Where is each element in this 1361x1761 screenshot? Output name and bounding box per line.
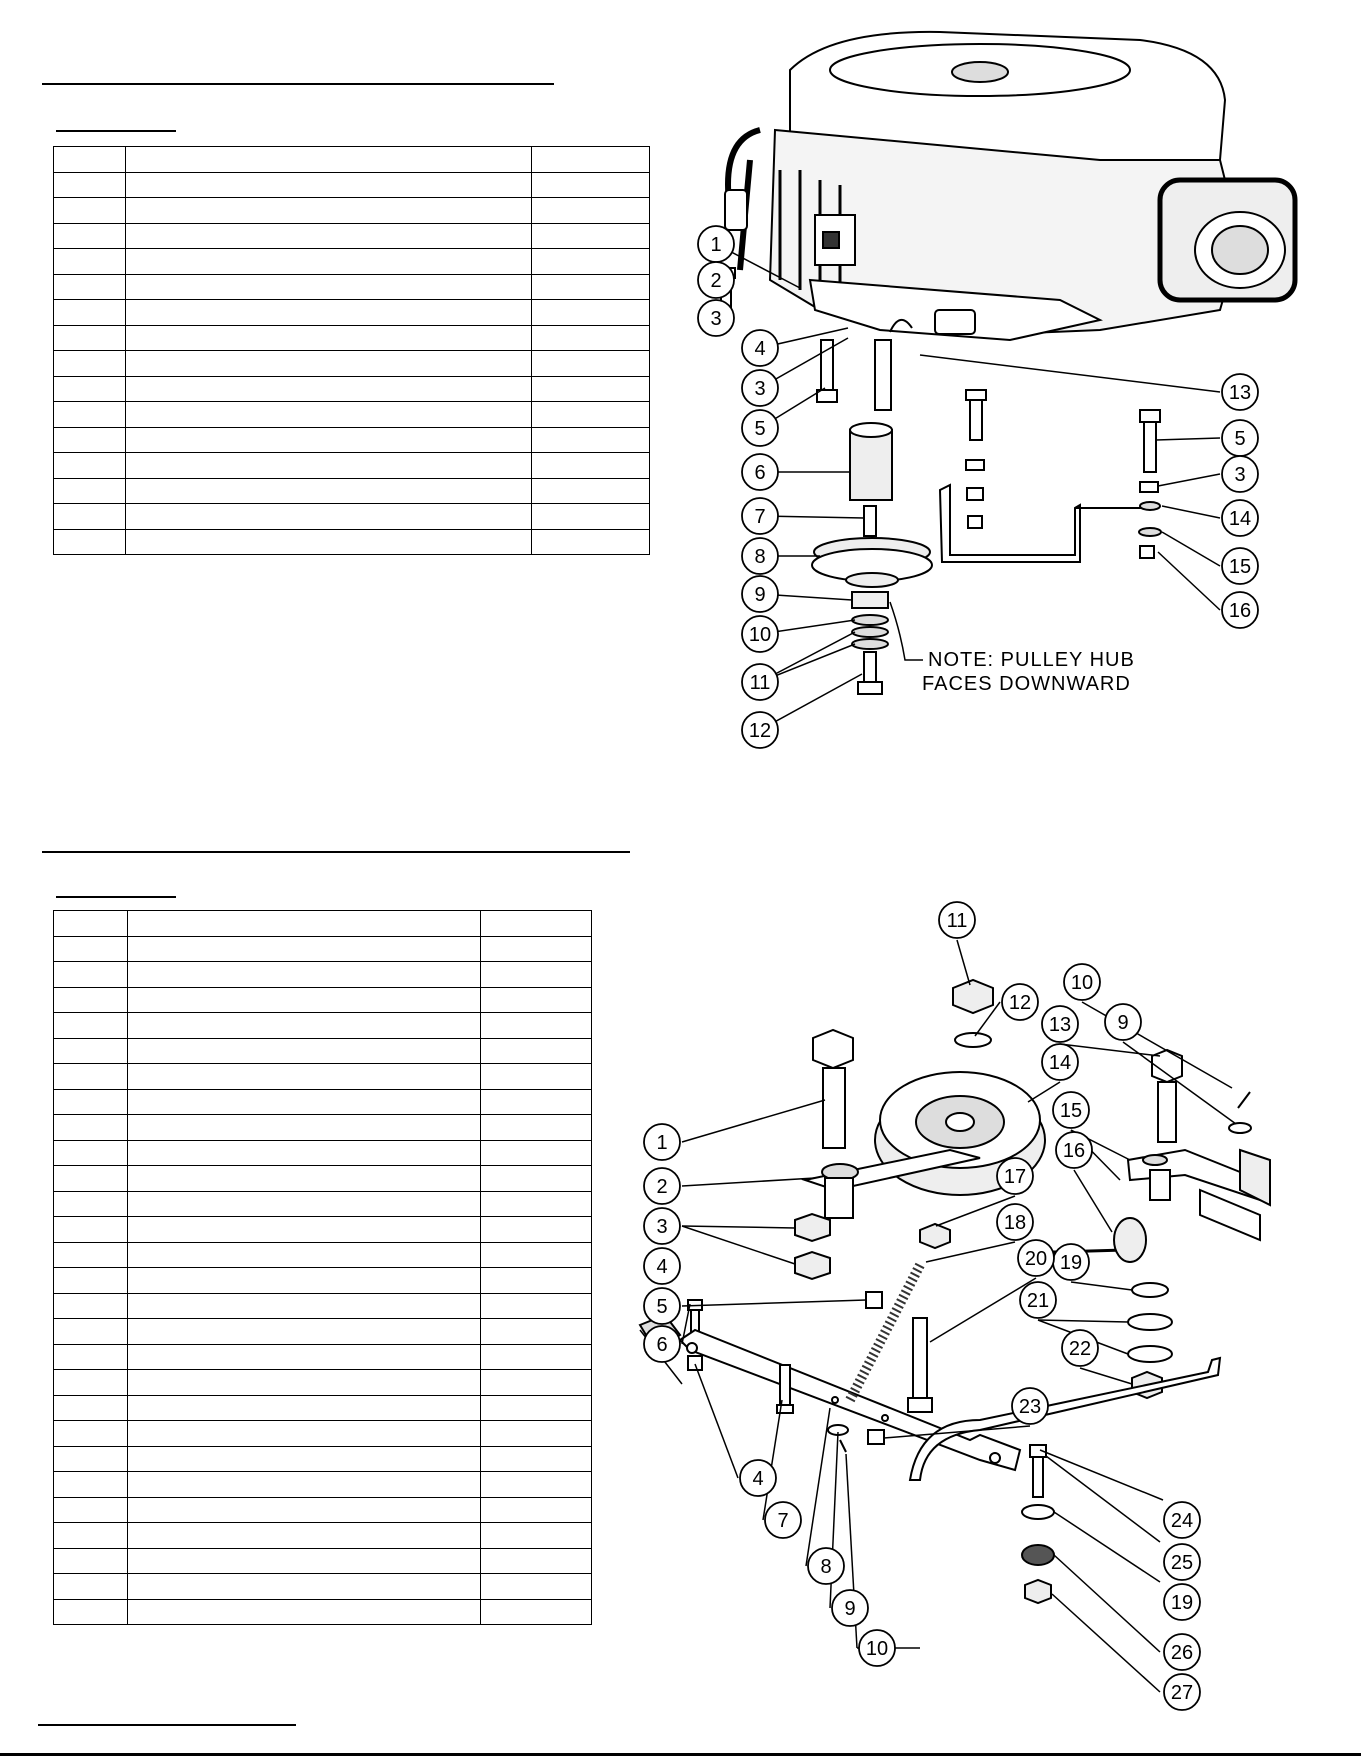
callout-bubble [1164, 1544, 1200, 1580]
callout-bubble [997, 1204, 1033, 1240]
callout-number: 4 [754, 338, 766, 360]
table-row [54, 911, 592, 937]
ref-cell [54, 1370, 128, 1396]
description-cell [126, 274, 532, 300]
footer-rule [38, 1724, 296, 1726]
ref-cell [54, 1191, 128, 1217]
ref-cell [54, 936, 128, 962]
callout-bubble [1064, 964, 1100, 1000]
table-row [54, 1268, 592, 1294]
ref-cell [54, 1319, 128, 1345]
ref-cell [54, 1064, 128, 1090]
callout-number: 9 [754, 584, 766, 606]
ref-cell [54, 1293, 128, 1319]
callout-bubble [1164, 1502, 1200, 1538]
callout-number: 7 [754, 506, 766, 528]
part-number-cell [481, 1497, 592, 1523]
description-cell [128, 1064, 481, 1090]
description-cell [126, 147, 532, 173]
callout-bubble [644, 1288, 680, 1324]
table-row [54, 1293, 592, 1319]
callout-bubble [698, 226, 734, 262]
callout-bubble [765, 1502, 801, 1538]
table-row [54, 987, 592, 1013]
table-row [54, 1217, 592, 1243]
table-row [54, 1497, 592, 1523]
engine-section-subtitle-rule [56, 130, 176, 132]
description-cell [128, 1548, 481, 1574]
part-number-cell [481, 1472, 592, 1498]
callout-number: 20 [1024, 1248, 1048, 1270]
callout-bubble [1164, 1584, 1200, 1620]
part-number-cell [532, 223, 650, 249]
callout-number: 4 [656, 1256, 668, 1278]
ref-cell [54, 1013, 128, 1039]
table-row [54, 351, 650, 377]
table-row [54, 1370, 592, 1396]
description-cell [128, 1421, 481, 1447]
callout-number: 3 [710, 308, 722, 330]
callout-bubble [644, 1124, 680, 1160]
description-cell [126, 351, 532, 377]
part-number-cell [532, 453, 650, 479]
callout-bubble [742, 712, 778, 748]
callout-bubble [698, 300, 734, 336]
callout-number: 15 [1059, 1100, 1083, 1122]
table-row [54, 478, 650, 504]
callout-number: 23 [1018, 1396, 1042, 1418]
part-number-cell [481, 1115, 592, 1141]
callout-number: 12 [1008, 992, 1032, 1014]
description-cell [128, 911, 481, 937]
callout-bubble [742, 664, 778, 700]
table-row [54, 962, 592, 988]
callout-bubble [1012, 1388, 1048, 1424]
table-row [54, 274, 650, 300]
description-cell [128, 1293, 481, 1319]
callout-number: 11 [749, 672, 771, 694]
callout-bubble [1053, 1244, 1089, 1280]
ref-cell [54, 453, 126, 479]
ref-cell [54, 376, 126, 402]
description-cell [128, 1166, 481, 1192]
ref-cell [54, 402, 126, 428]
table-row [54, 1574, 592, 1600]
ref-cell [54, 911, 128, 937]
description-cell [128, 1370, 481, 1396]
description-cell [126, 223, 532, 249]
idler-section-subtitle-rule [56, 896, 176, 898]
table-row [54, 1319, 592, 1345]
description-cell [126, 504, 532, 530]
description-cell [128, 1115, 481, 1141]
callout-number: 13 [1228, 382, 1252, 404]
table-row [54, 1064, 592, 1090]
part-number-cell [481, 1217, 592, 1243]
callout-bubble [1042, 1006, 1078, 1042]
callout-bubble [742, 370, 778, 406]
callout-bubble [644, 1208, 680, 1244]
part-number-cell [532, 274, 650, 300]
callout-number: 15 [1228, 556, 1252, 578]
callout-bubble [1164, 1674, 1200, 1710]
callout-number: 10 [1070, 972, 1094, 994]
callout-number: 4 [752, 1468, 764, 1490]
callout-bubble [742, 538, 778, 574]
callout-number: 18 [1003, 1212, 1027, 1234]
callout-number: 16 [1062, 1140, 1086, 1162]
ref-cell [54, 1089, 128, 1115]
callout-bubble [1002, 984, 1038, 1020]
idler-parts-table [53, 910, 592, 1625]
description-cell [128, 1523, 481, 1549]
callout-bubble [742, 330, 778, 366]
part-number-cell [532, 249, 650, 275]
callout-number: 25 [1170, 1552, 1194, 1574]
ref-cell [54, 325, 126, 351]
callout-bubble [740, 1460, 776, 1496]
table-row [54, 1344, 592, 1370]
description-cell [128, 1574, 481, 1600]
callout-number: 5 [656, 1296, 668, 1318]
part-number-cell [481, 962, 592, 988]
ref-cell [54, 427, 126, 453]
callout-number: 26 [1170, 1642, 1194, 1664]
description-cell [128, 1268, 481, 1294]
callout-bubble [1105, 1004, 1141, 1040]
part-number-cell [481, 987, 592, 1013]
ref-cell [54, 351, 126, 377]
part-number-cell [532, 172, 650, 198]
part-number-cell [481, 1421, 592, 1447]
description-cell [126, 453, 532, 479]
table-row [54, 936, 592, 962]
table-row [54, 1599, 592, 1625]
part-number-cell [481, 1599, 592, 1625]
ref-cell [54, 1140, 128, 1166]
callout-bubble [1222, 374, 1258, 410]
description-cell [128, 1140, 481, 1166]
callout-bubble [859, 1630, 895, 1666]
callout-number: 27 [1170, 1682, 1194, 1704]
ref-cell [54, 529, 126, 555]
callout-number: 16 [1228, 600, 1252, 622]
engine-exploded-diagram [680, 10, 1320, 770]
description-cell [128, 1038, 481, 1064]
part-number-cell [481, 1242, 592, 1268]
engine-illustration [725, 32, 1295, 410]
ref-cell [54, 1599, 128, 1625]
part-number-cell [481, 1191, 592, 1217]
table-row [54, 1013, 592, 1039]
table-row [54, 249, 650, 275]
callout-bubble [644, 1248, 680, 1284]
part-number-cell [532, 529, 650, 555]
callout-number: 17 [1003, 1166, 1027, 1188]
table-row [54, 1140, 592, 1166]
callout-number: 3 [1234, 464, 1246, 486]
page-bottom-edge [0, 1753, 1361, 1756]
table-row [54, 529, 650, 555]
table-row [54, 427, 650, 453]
engine-section-title-rule [42, 83, 554, 85]
callout-bubble [1222, 548, 1258, 584]
ref-cell [54, 1217, 128, 1243]
idler-callouts [644, 902, 1200, 1710]
description-cell [128, 1472, 481, 1498]
part-number-cell [481, 1140, 592, 1166]
callout-number: 9 [1117, 1012, 1129, 1034]
callout-bubble [698, 262, 734, 298]
callout-number: 3 [656, 1216, 668, 1238]
description-cell [128, 962, 481, 988]
part-number-cell [532, 147, 650, 173]
callout-bubble [1164, 1634, 1200, 1670]
ref-cell [54, 1242, 128, 1268]
ref-cell [54, 504, 126, 530]
description-cell [126, 300, 532, 326]
callout-bubble [742, 616, 778, 652]
part-number-cell [532, 325, 650, 351]
callout-number: 19 [1170, 1592, 1194, 1614]
callout-bubble [644, 1326, 680, 1362]
ref-cell [54, 198, 126, 224]
part-number-cell [481, 1089, 592, 1115]
callout-number: 3 [754, 378, 766, 400]
callout-number: 8 [754, 546, 766, 568]
callout-number: 2 [656, 1176, 668, 1198]
table-row [54, 1523, 592, 1549]
callout-number: 9 [844, 1598, 856, 1620]
part-number-cell [532, 376, 650, 402]
callout-number: 6 [656, 1334, 668, 1356]
callout-bubble [832, 1590, 868, 1626]
description-cell [128, 1344, 481, 1370]
callout-number: 1 [656, 1132, 668, 1154]
callout-number: 1 [710, 234, 722, 256]
ref-cell [54, 223, 126, 249]
ref-cell [54, 1497, 128, 1523]
part-number-cell [481, 911, 592, 937]
ref-cell [54, 1523, 128, 1549]
ref-cell [54, 1472, 128, 1498]
description-cell [128, 1599, 481, 1625]
part-number-cell [481, 1064, 592, 1090]
callout-bubble [997, 1158, 1033, 1194]
callout-bubble [1222, 420, 1258, 456]
callout-bubble [742, 576, 778, 612]
table-row [54, 300, 650, 326]
ref-cell [54, 1395, 128, 1421]
part-number-cell [532, 198, 650, 224]
engine-parts-table [53, 146, 650, 555]
callout-bubble [808, 1548, 844, 1584]
callout-bubble [742, 454, 778, 490]
idler-section-title-rule [42, 851, 630, 853]
callout-bubble [644, 1168, 680, 1204]
callout-bubble [1020, 1282, 1056, 1318]
description-cell [126, 198, 532, 224]
part-number-cell [481, 1395, 592, 1421]
table-row [54, 402, 650, 428]
description-cell [126, 376, 532, 402]
ref-cell [54, 1344, 128, 1370]
part-number-cell [481, 1370, 592, 1396]
part-number-cell [481, 1013, 592, 1039]
part-number-cell [481, 1574, 592, 1600]
part-number-cell [532, 504, 650, 530]
callout-number: 24 [1170, 1510, 1194, 1532]
part-number-cell [481, 936, 592, 962]
table-row [54, 453, 650, 479]
description-cell [128, 1013, 481, 1039]
callout-bubble [1222, 500, 1258, 536]
callout-bubble [1053, 1092, 1089, 1128]
description-cell [128, 1319, 481, 1345]
pulley-note-line1: NOTE: PULLEY HUB [928, 649, 1135, 671]
ref-cell [54, 1166, 128, 1192]
ref-cell [54, 1421, 128, 1447]
callout-number: 7 [777, 1510, 789, 1532]
table-row [54, 504, 650, 530]
callout-bubble [742, 410, 778, 446]
callout-bubble [1056, 1132, 1092, 1168]
callout-number: 19 [1059, 1252, 1083, 1274]
callout-number: 5 [1234, 428, 1246, 450]
ref-cell [54, 249, 126, 275]
table-row [54, 1191, 592, 1217]
table-row [54, 1395, 592, 1421]
table-row [54, 172, 650, 198]
callout-number: 11 [946, 910, 968, 932]
table-row [54, 1446, 592, 1472]
table-row [54, 1089, 592, 1115]
callout-bubble [1018, 1240, 1054, 1276]
table-row [54, 325, 650, 351]
description-cell [128, 987, 481, 1013]
table-row [54, 147, 650, 173]
idler-exploded-diagram [620, 860, 1320, 1750]
description-cell [128, 1242, 481, 1268]
ref-cell [54, 1268, 128, 1294]
ref-cell [54, 1038, 128, 1064]
description-cell [126, 402, 532, 428]
table-row [54, 1242, 592, 1268]
part-number-cell [532, 402, 650, 428]
ref-cell [54, 478, 126, 504]
callout-number: 14 [1048, 1052, 1072, 1074]
description-cell [126, 325, 532, 351]
part-number-cell [481, 1523, 592, 1549]
part-number-cell [481, 1319, 592, 1345]
ref-cell [54, 987, 128, 1013]
table-row [54, 1115, 592, 1141]
ref-cell [54, 1548, 128, 1574]
ref-cell [54, 962, 128, 988]
description-cell [128, 1089, 481, 1115]
part-number-cell [481, 1344, 592, 1370]
callout-bubble [1222, 592, 1258, 628]
part-number-cell [532, 351, 650, 377]
table-row [54, 223, 650, 249]
description-cell [128, 1446, 481, 1472]
part-number-cell [532, 478, 650, 504]
callout-number: 6 [754, 462, 766, 484]
description-cell [126, 478, 532, 504]
description-cell [126, 249, 532, 275]
part-number-cell [481, 1446, 592, 1472]
callout-bubble [939, 902, 975, 938]
callout-number: 13 [1048, 1014, 1072, 1036]
ref-cell [54, 1574, 128, 1600]
callout-number: 5 [754, 418, 766, 440]
callout-number: 10 [865, 1638, 889, 1660]
table-row [54, 198, 650, 224]
part-number-cell [481, 1548, 592, 1574]
description-cell [128, 1497, 481, 1523]
callout-number: 21 [1026, 1290, 1050, 1312]
ref-cell [54, 147, 126, 173]
callout-number: 14 [1228, 508, 1252, 530]
description-cell [128, 1217, 481, 1243]
callout-bubble [742, 498, 778, 534]
table-row [54, 1421, 592, 1447]
callout-number: 22 [1068, 1338, 1092, 1360]
callout-number: 2 [710, 270, 722, 292]
callout-number: 10 [748, 624, 772, 646]
table-row [54, 1166, 592, 1192]
part-number-cell [532, 300, 650, 326]
description-cell [126, 172, 532, 198]
part-number-cell [481, 1268, 592, 1294]
callout-bubble [1222, 456, 1258, 492]
callout-bubble [1062, 1330, 1098, 1366]
ref-cell [54, 1446, 128, 1472]
pulley-note-line2: FACES DOWNWARD [922, 673, 1131, 695]
table-row [54, 376, 650, 402]
part-number-cell [532, 427, 650, 453]
callout-number: 12 [748, 720, 772, 742]
description-cell [128, 936, 481, 962]
table-row [54, 1038, 592, 1064]
ref-cell [54, 300, 126, 326]
table-row [54, 1472, 592, 1498]
part-number-cell [481, 1038, 592, 1064]
description-cell [128, 1395, 481, 1421]
description-cell [128, 1191, 481, 1217]
callout-bubble [1042, 1044, 1078, 1080]
part-number-cell [481, 1166, 592, 1192]
ref-cell [54, 274, 126, 300]
ref-cell [54, 172, 126, 198]
callout-number: 8 [820, 1556, 832, 1578]
table-row [54, 1548, 592, 1574]
description-cell [126, 427, 532, 453]
description-cell [126, 529, 532, 555]
part-number-cell [481, 1293, 592, 1319]
ref-cell [54, 1115, 128, 1141]
